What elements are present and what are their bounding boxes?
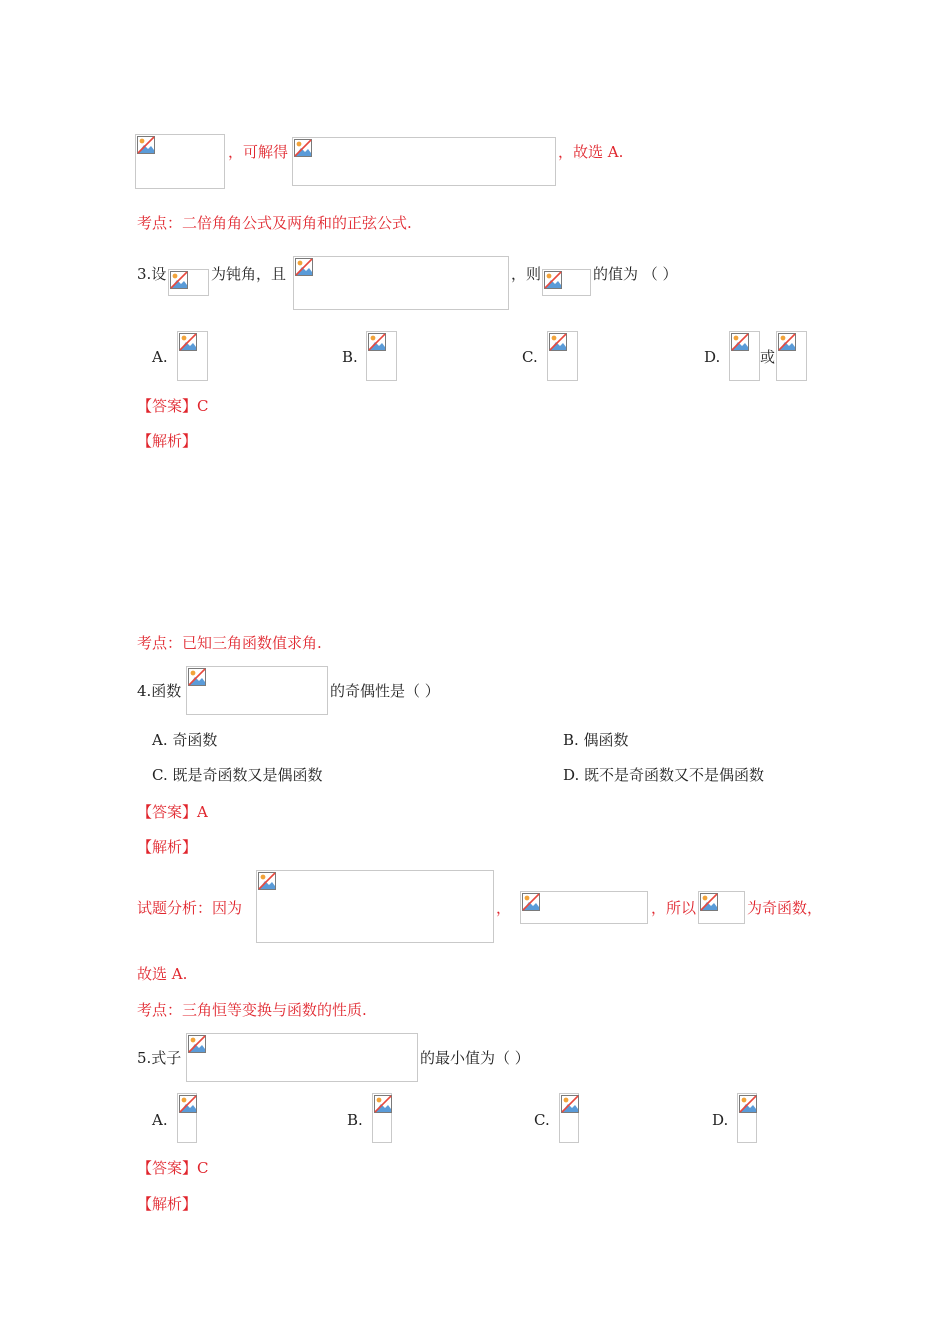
broken-image-icon [294,139,312,157]
broken-image-icon [295,258,313,276]
option-c: C. [522,348,538,366]
option-c: C. [534,1111,550,1129]
analysis-text: 为奇函数， [747,899,823,917]
analysis-text: 故选 A. [137,965,188,983]
formula-image [186,1033,418,1082]
broken-image-icon [778,333,796,351]
formula-image [372,1093,392,1143]
broken-image-icon [544,271,562,289]
broken-image-icon [258,872,276,890]
broken-image-icon [179,333,197,351]
formula-image [520,891,648,924]
broken-image-icon [374,1095,392,1113]
formula-image [168,269,209,296]
question-number: 3.设 [137,265,167,283]
analysis-text: ， [496,899,512,917]
option-d: D. [712,1111,729,1129]
analysis-text: 试题分析：因为 [137,899,243,917]
formula-image [542,269,591,296]
formula-image [366,331,397,381]
formula-image [559,1093,579,1143]
broken-image-icon [700,893,718,911]
option-b: B. [342,348,358,366]
formula-image [186,666,328,715]
broken-image-icon [188,668,206,686]
broken-image-icon [188,1035,206,1053]
broken-image-icon [522,893,540,911]
broken-image-icon [368,333,386,351]
question-text: 的值为 （ ） [593,265,678,283]
analysis-heading: 【解析】 [137,432,198,450]
broken-image-icon [170,271,188,289]
or-text: 或 [760,348,776,366]
kaodian: 考点：三角恒等变换与函数的性质. [137,1001,367,1019]
answer: 【答案】A [137,803,208,821]
kaodian: 考点：已知三角函数值求角. [137,634,322,652]
formula-image [293,256,509,310]
broken-image-icon [561,1095,579,1113]
formula-image [177,331,208,381]
formula-image [737,1093,757,1143]
broken-image-icon [731,333,749,351]
question-text: 为钝角，且 [211,265,287,283]
formula-image [256,870,494,943]
question-text: 的奇偶性是（ ） [330,682,440,700]
formula-image [729,331,760,381]
option-a: A. [152,1111,168,1129]
formula-image [776,331,807,381]
broken-image-icon [549,333,567,351]
formula-image [177,1093,197,1143]
broken-image-icon [137,136,155,154]
kaodian: 考点：二倍角角公式及两角和的正弦公式. [137,214,412,232]
option-b: B. [347,1111,363,1129]
formula-image [698,891,745,924]
analysis-heading: 【解析】 [137,838,198,856]
option-a: A. [152,348,168,366]
question-number: 5.式子 [137,1049,182,1067]
formula-image [547,331,578,381]
formula-image [135,134,225,189]
question-text: ，则 [511,265,542,283]
text: ，可解得 [228,143,289,161]
option-d: D. 既不是奇函数又不是偶函数 [563,766,765,784]
broken-image-icon [179,1095,197,1113]
answer: 【答案】C [137,1159,209,1177]
formula-image [292,137,556,186]
option-b: B. 偶函数 [563,731,629,749]
option-d: D. [704,348,721,366]
answer: 【答案】C [137,397,209,415]
question-text: 的最小值为（ ） [420,1049,530,1067]
analysis-text: ，所以 [651,899,697,917]
text: ，故选 A. [558,143,624,161]
option-c: C. 既是奇函数又是偶函数 [152,766,323,784]
question-number: 4.函数 [137,682,182,700]
analysis-heading: 【解析】 [137,1195,198,1213]
broken-image-icon [739,1095,757,1113]
option-a: A. 奇函数 [152,731,218,749]
